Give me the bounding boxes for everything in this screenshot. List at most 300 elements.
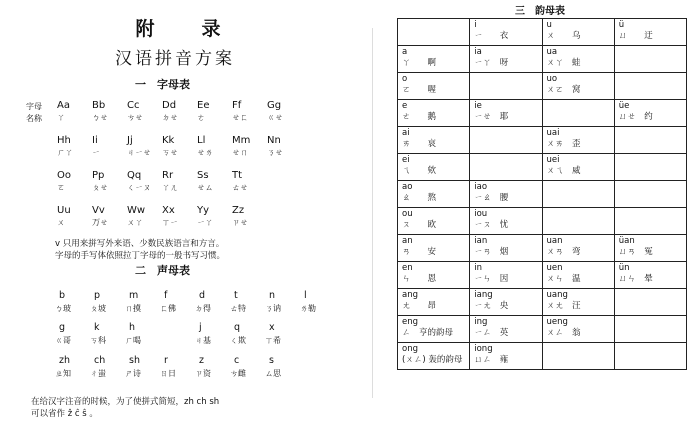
initials-row bbox=[55, 290, 335, 316]
alphabet-cell bbox=[57, 170, 92, 194]
final-pinyin: ueng bbox=[546, 317, 568, 327]
final-zhuyin: ㄩㄥ 雍 bbox=[474, 355, 509, 365]
initial-zhuyin: ㄓ知 bbox=[55, 369, 71, 378]
finals-cell bbox=[614, 316, 686, 343]
alphabet-heading: 一 字母表 bbox=[135, 78, 190, 91]
final-zhuyin: ㄨㄢ 弯 bbox=[546, 247, 581, 257]
initial-cell bbox=[195, 355, 230, 381]
final-pinyin: eng bbox=[402, 317, 419, 327]
initial-letter: j bbox=[199, 322, 202, 333]
alphabet-note: 字母的手写体依照拉丁字母的一般书写习惯。 bbox=[55, 251, 226, 261]
alphabet-row-label bbox=[26, 101, 42, 125]
final-zhuyin: ㄩㄣ 晕 bbox=[618, 274, 653, 284]
letter: Hh bbox=[57, 135, 71, 146]
alphabet-cell bbox=[92, 135, 127, 159]
letter: Cc bbox=[127, 100, 140, 111]
letter-name: ㄝㄈ bbox=[232, 113, 248, 122]
initial-letter: g bbox=[59, 322, 66, 333]
initials-heading: 二 声母表 bbox=[135, 264, 190, 277]
finals-heading: 三 韵母表 bbox=[515, 6, 565, 17]
finals-row bbox=[398, 100, 687, 127]
final-zhuyin: ㄡ 欧 bbox=[402, 220, 437, 230]
letter-name: ㄋㄝ bbox=[267, 148, 283, 157]
final-zhuyin: ㄨㄛ 窝 bbox=[546, 85, 581, 95]
final-pinyin: u bbox=[546, 20, 552, 30]
final-pinyin: uo bbox=[546, 74, 558, 84]
finals-cell bbox=[398, 73, 470, 100]
final-zhuyin: ㄨㄥ 翁 bbox=[546, 328, 581, 338]
finals-cell bbox=[542, 127, 614, 154]
letter-name: ㄧ bbox=[92, 148, 100, 157]
final-pinyin: üan bbox=[618, 236, 635, 246]
initials-note bbox=[31, 396, 291, 420]
finals-cell bbox=[542, 181, 614, 208]
alphabet-cell bbox=[162, 135, 197, 159]
final-zhuyin: ㄨㄞ 歪 bbox=[546, 139, 581, 149]
initial-letter: q bbox=[234, 322, 241, 333]
final-zhuyin: ㄧㄢ 烟 bbox=[474, 247, 509, 257]
finals-cell bbox=[542, 19, 614, 46]
initial-zhuyin: ㄏ喝 bbox=[125, 336, 141, 345]
final-pinyin: uan bbox=[546, 236, 563, 246]
initials-row bbox=[55, 355, 335, 381]
finals-cell bbox=[398, 181, 470, 208]
final-zhuyin: ㄜ 鹅 bbox=[402, 112, 437, 122]
initial-cell bbox=[90, 290, 125, 316]
initial-cell bbox=[230, 355, 265, 381]
finals-cell bbox=[398, 262, 470, 289]
final-pinyin: an bbox=[402, 236, 413, 246]
letter-name: ㄚㄦ bbox=[162, 183, 178, 192]
finals-cell bbox=[614, 289, 686, 316]
row-label-letter: 字母 bbox=[26, 102, 42, 111]
letter: Jj bbox=[127, 135, 133, 146]
final-zhuyin: ㄛ 喔 bbox=[402, 85, 437, 95]
finals-row bbox=[398, 154, 687, 181]
finals-cell bbox=[542, 46, 614, 73]
finals-row bbox=[398, 181, 687, 208]
alphabet-cell bbox=[267, 100, 302, 124]
finals-cell bbox=[614, 181, 686, 208]
page-title: 附 录 bbox=[135, 18, 235, 40]
letter-name: ㄛ bbox=[57, 183, 65, 192]
final-zhuyin: ㄟ 欸 bbox=[402, 166, 437, 176]
initial-cell bbox=[300, 290, 335, 316]
letter-name: ㄘㄝ bbox=[127, 113, 143, 122]
final-pinyin: üe bbox=[618, 101, 630, 111]
initials-note-line: 在给汉字注音的时候，为了使拼式简短，zh ch sh bbox=[31, 397, 220, 407]
final-zhuyin: ㄩㄢ 冤 bbox=[618, 247, 653, 257]
final-zhuyin: (ㄨㄥ) 轰的韵母 bbox=[402, 355, 463, 365]
alphabet-cell bbox=[232, 100, 267, 124]
finals-cell bbox=[398, 316, 470, 343]
initial-letter: sh bbox=[129, 355, 140, 366]
final-zhuyin: ㄧㄤ 央 bbox=[474, 301, 509, 311]
final-zhuyin: ㄩ 迂 bbox=[618, 31, 653, 41]
alphabet-row bbox=[57, 135, 302, 159]
letter-name: ㄑㄧㄡ bbox=[127, 183, 151, 192]
letter: Vv bbox=[92, 205, 105, 216]
finals-cell bbox=[470, 181, 542, 208]
initial-zhuyin: ㄎ科 bbox=[90, 336, 106, 345]
final-zhuyin: ㄚ 啊 bbox=[402, 58, 437, 68]
final-pinyin: ong bbox=[402, 344, 418, 354]
initial-cell bbox=[55, 322, 90, 348]
initials-row bbox=[55, 322, 335, 348]
letter-name: ㄧㄚ bbox=[197, 218, 213, 227]
initial-cell bbox=[55, 290, 90, 316]
final-zhuyin: ㄨ 乌 bbox=[546, 31, 581, 41]
final-pinyin: o bbox=[402, 74, 408, 84]
alphabet-cell bbox=[57, 135, 92, 159]
alphabet-cell bbox=[127, 135, 162, 159]
finals-row bbox=[398, 46, 687, 73]
final-pinyin: iang bbox=[474, 290, 493, 300]
finals-cell bbox=[470, 289, 542, 316]
initial-zhuyin: ㄍ哥 bbox=[55, 336, 71, 345]
alphabet-note: v 只用来拼写外来语、少数民族语言和方言。 bbox=[55, 239, 225, 249]
final-pinyin: uen bbox=[546, 263, 563, 273]
letter: Ss bbox=[197, 170, 209, 181]
finals-row bbox=[398, 316, 687, 343]
alphabet-cell bbox=[127, 205, 162, 229]
finals-cell bbox=[614, 154, 686, 181]
letter: Dd bbox=[162, 100, 177, 111]
finals-cell bbox=[614, 73, 686, 100]
alphabet-cell bbox=[197, 100, 232, 124]
final-zhuyin: ㄞ 哀 bbox=[402, 139, 437, 149]
final-zhuyin: ㄣ 恩 bbox=[402, 274, 437, 284]
letter-name: ㄝㄇ bbox=[232, 148, 248, 157]
alphabet-cell bbox=[57, 100, 92, 124]
row-label-name: 名称 bbox=[26, 114, 42, 123]
initial-zhuyin: ㄅ玻 bbox=[55, 304, 71, 313]
letter-name: ㄝㄌ bbox=[197, 148, 213, 157]
initial-cell bbox=[230, 322, 265, 348]
alphabet-cell bbox=[232, 205, 267, 229]
finals-table bbox=[397, 18, 687, 370]
initials-note-line: 可以省作 ẑ ĉ ŝ 。 bbox=[31, 409, 98, 419]
initial-letter: m bbox=[129, 290, 139, 301]
final-zhuyin: ㄨㄟ 威 bbox=[546, 166, 581, 176]
initial-letter: x bbox=[269, 322, 275, 333]
final-pinyin: iao bbox=[474, 182, 488, 192]
finals-row bbox=[398, 289, 687, 316]
final-pinyin: e bbox=[402, 101, 408, 111]
final-pinyin: iong bbox=[474, 344, 493, 354]
letter: Gg bbox=[267, 100, 282, 111]
initial-zhuyin: ㄕ诗 bbox=[125, 369, 141, 378]
final-zhuyin: ㄧㄣ 因 bbox=[474, 274, 509, 284]
letter: Bb bbox=[92, 100, 106, 111]
letter-name: ㄊㄝ bbox=[232, 183, 248, 192]
final-zhuyin: ㄧㄝ 耶 bbox=[474, 112, 509, 122]
letter: Ee bbox=[197, 100, 210, 111]
final-pinyin: i bbox=[474, 20, 477, 30]
final-zhuyin: ㄩㄝ 约 bbox=[618, 112, 653, 122]
page-subtitle: 汉语拼音方案 bbox=[115, 49, 235, 69]
finals-cell bbox=[398, 289, 470, 316]
alphabet-cell bbox=[162, 170, 197, 194]
initial-letter: ch bbox=[94, 355, 106, 366]
initial-letter: k bbox=[94, 322, 100, 333]
finals-cell bbox=[614, 100, 686, 127]
finals-cell bbox=[614, 262, 686, 289]
finals-cell bbox=[470, 100, 542, 127]
final-pinyin: uang bbox=[546, 290, 568, 300]
finals-cell bbox=[470, 262, 542, 289]
alphabet-cell bbox=[197, 170, 232, 194]
letter-name: ㄨㄚ bbox=[127, 218, 143, 227]
finals-row bbox=[398, 19, 687, 46]
initial-zhuyin: ㄆ坡 bbox=[90, 304, 106, 313]
alphabet-row bbox=[57, 100, 302, 124]
letter: Ll bbox=[197, 135, 206, 146]
alphabet-row bbox=[57, 205, 267, 229]
initial-zhuyin: ㄌ勒 bbox=[300, 304, 316, 313]
initial-letter: c bbox=[234, 355, 240, 366]
letter-name: ㄪㄝ bbox=[92, 218, 108, 227]
letter: Zz bbox=[232, 205, 245, 216]
initial-zhuyin: ㄖ日 bbox=[160, 369, 176, 378]
finals-cell bbox=[614, 127, 686, 154]
initial-zhuyin: ㄊ特 bbox=[230, 304, 246, 313]
finals-cell bbox=[614, 235, 686, 262]
initial-cell bbox=[90, 322, 125, 348]
letter: Tt bbox=[232, 170, 243, 181]
finals-cell bbox=[398, 46, 470, 73]
finals-cell bbox=[614, 208, 686, 235]
final-pinyin: en bbox=[402, 263, 413, 273]
final-pinyin: ü bbox=[618, 20, 625, 30]
letter: Ii bbox=[92, 135, 98, 146]
initial-letter: f bbox=[164, 290, 168, 301]
alphabet-cell bbox=[267, 135, 302, 159]
initial-letter: s bbox=[269, 355, 274, 366]
alphabet-notes bbox=[55, 238, 365, 262]
alphabet-cell bbox=[92, 170, 127, 194]
final-zhuyin: ㄧㄥ 英 bbox=[474, 328, 509, 338]
finals-cell bbox=[542, 208, 614, 235]
letter-name: ㄚ bbox=[57, 113, 65, 122]
finals-cell bbox=[398, 127, 470, 154]
finals-cell bbox=[398, 154, 470, 181]
letter: Oo bbox=[57, 170, 71, 181]
initial-zhuyin: ㄔ蚩 bbox=[90, 369, 106, 378]
initial-zhuyin: ㄒ希 bbox=[265, 336, 281, 345]
alphabet-cell bbox=[162, 100, 197, 124]
final-pinyin: ing bbox=[474, 317, 488, 327]
initial-letter: b bbox=[59, 290, 66, 301]
letter-name: ㄎㄝ bbox=[162, 148, 178, 157]
alphabet-cell bbox=[197, 205, 232, 229]
final-zhuyin: ㄨㄤ 汪 bbox=[546, 301, 581, 311]
letter-name: ㄗㄝ bbox=[232, 218, 248, 227]
letter: Uu bbox=[57, 205, 71, 216]
initial-cell bbox=[195, 322, 230, 348]
letter: Rr bbox=[162, 170, 174, 181]
initial-zhuyin: ㄐ基 bbox=[195, 336, 211, 345]
letter: Yy bbox=[197, 205, 210, 216]
final-zhuyin: ㄧㄠ 腰 bbox=[474, 193, 509, 203]
final-zhuyin: ㄥ 亨的韵母 bbox=[402, 328, 454, 338]
initial-cell bbox=[230, 290, 265, 316]
initial-cell bbox=[265, 290, 300, 316]
initial-cell bbox=[125, 322, 160, 348]
alphabet-cell bbox=[57, 205, 92, 229]
page-divider bbox=[372, 28, 373, 398]
finals-row bbox=[398, 235, 687, 262]
final-pinyin: ang bbox=[402, 290, 418, 300]
final-pinyin: ao bbox=[402, 182, 413, 192]
letter: Mm bbox=[232, 135, 251, 146]
initial-cell bbox=[125, 355, 160, 381]
alphabet-cell bbox=[127, 100, 162, 124]
final-pinyin: iou bbox=[474, 209, 488, 219]
initial-cell bbox=[265, 355, 300, 381]
initial-zhuyin: ㄇ摸 bbox=[125, 304, 141, 313]
finals-cell bbox=[614, 19, 686, 46]
alphabet-cell bbox=[92, 100, 127, 124]
letter: Aa bbox=[57, 100, 70, 111]
finals-cell bbox=[542, 235, 614, 262]
initial-letter: n bbox=[269, 290, 276, 301]
initial-letter: p bbox=[94, 290, 101, 301]
initial-zhuyin: ㄘ雌 bbox=[230, 369, 246, 378]
finals-cell bbox=[614, 46, 686, 73]
initial-cell bbox=[195, 290, 230, 316]
alphabet-cell bbox=[232, 170, 267, 194]
initial-cell bbox=[300, 322, 335, 348]
final-pinyin: uei bbox=[546, 155, 560, 165]
final-pinyin: ia bbox=[474, 47, 482, 57]
finals-cell bbox=[542, 154, 614, 181]
finals-cell bbox=[398, 19, 470, 46]
alphabet-cell bbox=[162, 205, 197, 229]
alphabet-cell bbox=[232, 135, 267, 159]
finals-row bbox=[398, 208, 687, 235]
final-zhuyin: ㄤ 昂 bbox=[402, 301, 437, 311]
finals-cell bbox=[542, 289, 614, 316]
initial-letter: zh bbox=[59, 355, 71, 366]
alphabet-cell bbox=[197, 135, 232, 159]
final-zhuyin: ㄧㄚ 呀 bbox=[474, 58, 509, 68]
final-zhuyin: ㄧ 衣 bbox=[474, 31, 509, 41]
initial-letter: d bbox=[199, 290, 206, 301]
initial-zhuyin: ㄉ得 bbox=[195, 304, 211, 313]
initial-zhuyin: ㄗ资 bbox=[195, 369, 211, 378]
initial-letter: r bbox=[164, 355, 168, 366]
initial-zhuyin: ㄋ讷 bbox=[265, 304, 281, 313]
initial-cell bbox=[300, 355, 335, 381]
final-pinyin: in bbox=[474, 263, 482, 273]
letter-name: ㄆㄝ bbox=[92, 183, 108, 192]
letter-name: ㄏㄚ bbox=[57, 148, 73, 157]
finals-cell bbox=[398, 343, 470, 370]
initial-zhuyin: ㄑ欺 bbox=[230, 336, 246, 345]
initial-cell bbox=[160, 355, 195, 381]
letter-name: ㄨ bbox=[57, 218, 65, 227]
final-pinyin: ian bbox=[474, 236, 488, 246]
initial-zhuyin: ㄈ佛 bbox=[160, 304, 176, 313]
finals-cell bbox=[470, 73, 542, 100]
finals-row bbox=[398, 73, 687, 100]
finals-cell bbox=[470, 235, 542, 262]
finals-cell bbox=[542, 100, 614, 127]
final-pinyin: a bbox=[402, 47, 408, 57]
finals-cell bbox=[614, 343, 686, 370]
initial-cell bbox=[160, 322, 195, 348]
final-pinyin: ou bbox=[402, 209, 413, 219]
alphabet-cell bbox=[127, 170, 162, 194]
letter-name: ㄅㄝ bbox=[92, 113, 108, 122]
letter: Ww bbox=[127, 205, 146, 216]
final-pinyin: uai bbox=[546, 128, 560, 138]
initial-cell bbox=[160, 290, 195, 316]
final-zhuyin: ㄧㄡ 忧 bbox=[474, 220, 509, 230]
finals-cell bbox=[398, 235, 470, 262]
initial-cell bbox=[265, 322, 300, 348]
letter: Xx bbox=[162, 205, 175, 216]
finals-cell bbox=[470, 19, 542, 46]
letter: Nn bbox=[267, 135, 281, 146]
final-pinyin: ua bbox=[546, 47, 558, 57]
initial-cell bbox=[125, 290, 160, 316]
letter-name: ㄜ bbox=[197, 113, 205, 122]
initial-cell bbox=[55, 355, 90, 381]
finals-cell bbox=[398, 208, 470, 235]
finals-row bbox=[398, 343, 687, 370]
finals-cell bbox=[542, 262, 614, 289]
finals-cell bbox=[542, 73, 614, 100]
finals-row bbox=[398, 127, 687, 154]
final-zhuyin: ㄨㄚ 蛙 bbox=[546, 58, 581, 68]
finals-cell bbox=[470, 46, 542, 73]
final-zhuyin: ㄨㄣ 温 bbox=[546, 274, 581, 284]
letter-name: ㄒㄧ bbox=[162, 218, 178, 227]
finals-cell bbox=[470, 127, 542, 154]
initial-letter: t bbox=[234, 290, 238, 301]
initial-letter: z bbox=[199, 355, 204, 366]
finals-cell bbox=[470, 208, 542, 235]
letter-name: ㄍㄝ bbox=[267, 113, 283, 122]
letter: Pp bbox=[92, 170, 105, 181]
initial-cell bbox=[90, 355, 125, 381]
letter-name: ㄝㄙ bbox=[197, 183, 213, 192]
final-zhuyin: ㄠ 熬 bbox=[402, 193, 437, 203]
finals-cell bbox=[398, 100, 470, 127]
initial-zhuyin: ㄙ思 bbox=[265, 369, 281, 378]
finals-cell bbox=[542, 316, 614, 343]
finals-cell bbox=[542, 343, 614, 370]
final-pinyin: ei bbox=[402, 155, 410, 165]
final-pinyin: ai bbox=[402, 128, 410, 138]
letter: Qq bbox=[127, 170, 142, 181]
alphabet-cell bbox=[92, 205, 127, 229]
letter-name: ㄉㄝ bbox=[162, 113, 178, 122]
finals-cell bbox=[470, 316, 542, 343]
letter: Ff bbox=[232, 100, 242, 111]
initial-letter: l bbox=[304, 290, 307, 301]
final-pinyin: ün bbox=[618, 263, 630, 273]
initial-letter: h bbox=[129, 322, 136, 333]
finals-row bbox=[398, 262, 687, 289]
letter: Kk bbox=[162, 135, 175, 146]
letter-name: ㄐㄧㄝ bbox=[127, 148, 151, 157]
final-pinyin: ie bbox=[474, 101, 482, 111]
final-zhuyin: ㄢ 安 bbox=[402, 247, 437, 257]
alphabet-row bbox=[57, 170, 267, 194]
